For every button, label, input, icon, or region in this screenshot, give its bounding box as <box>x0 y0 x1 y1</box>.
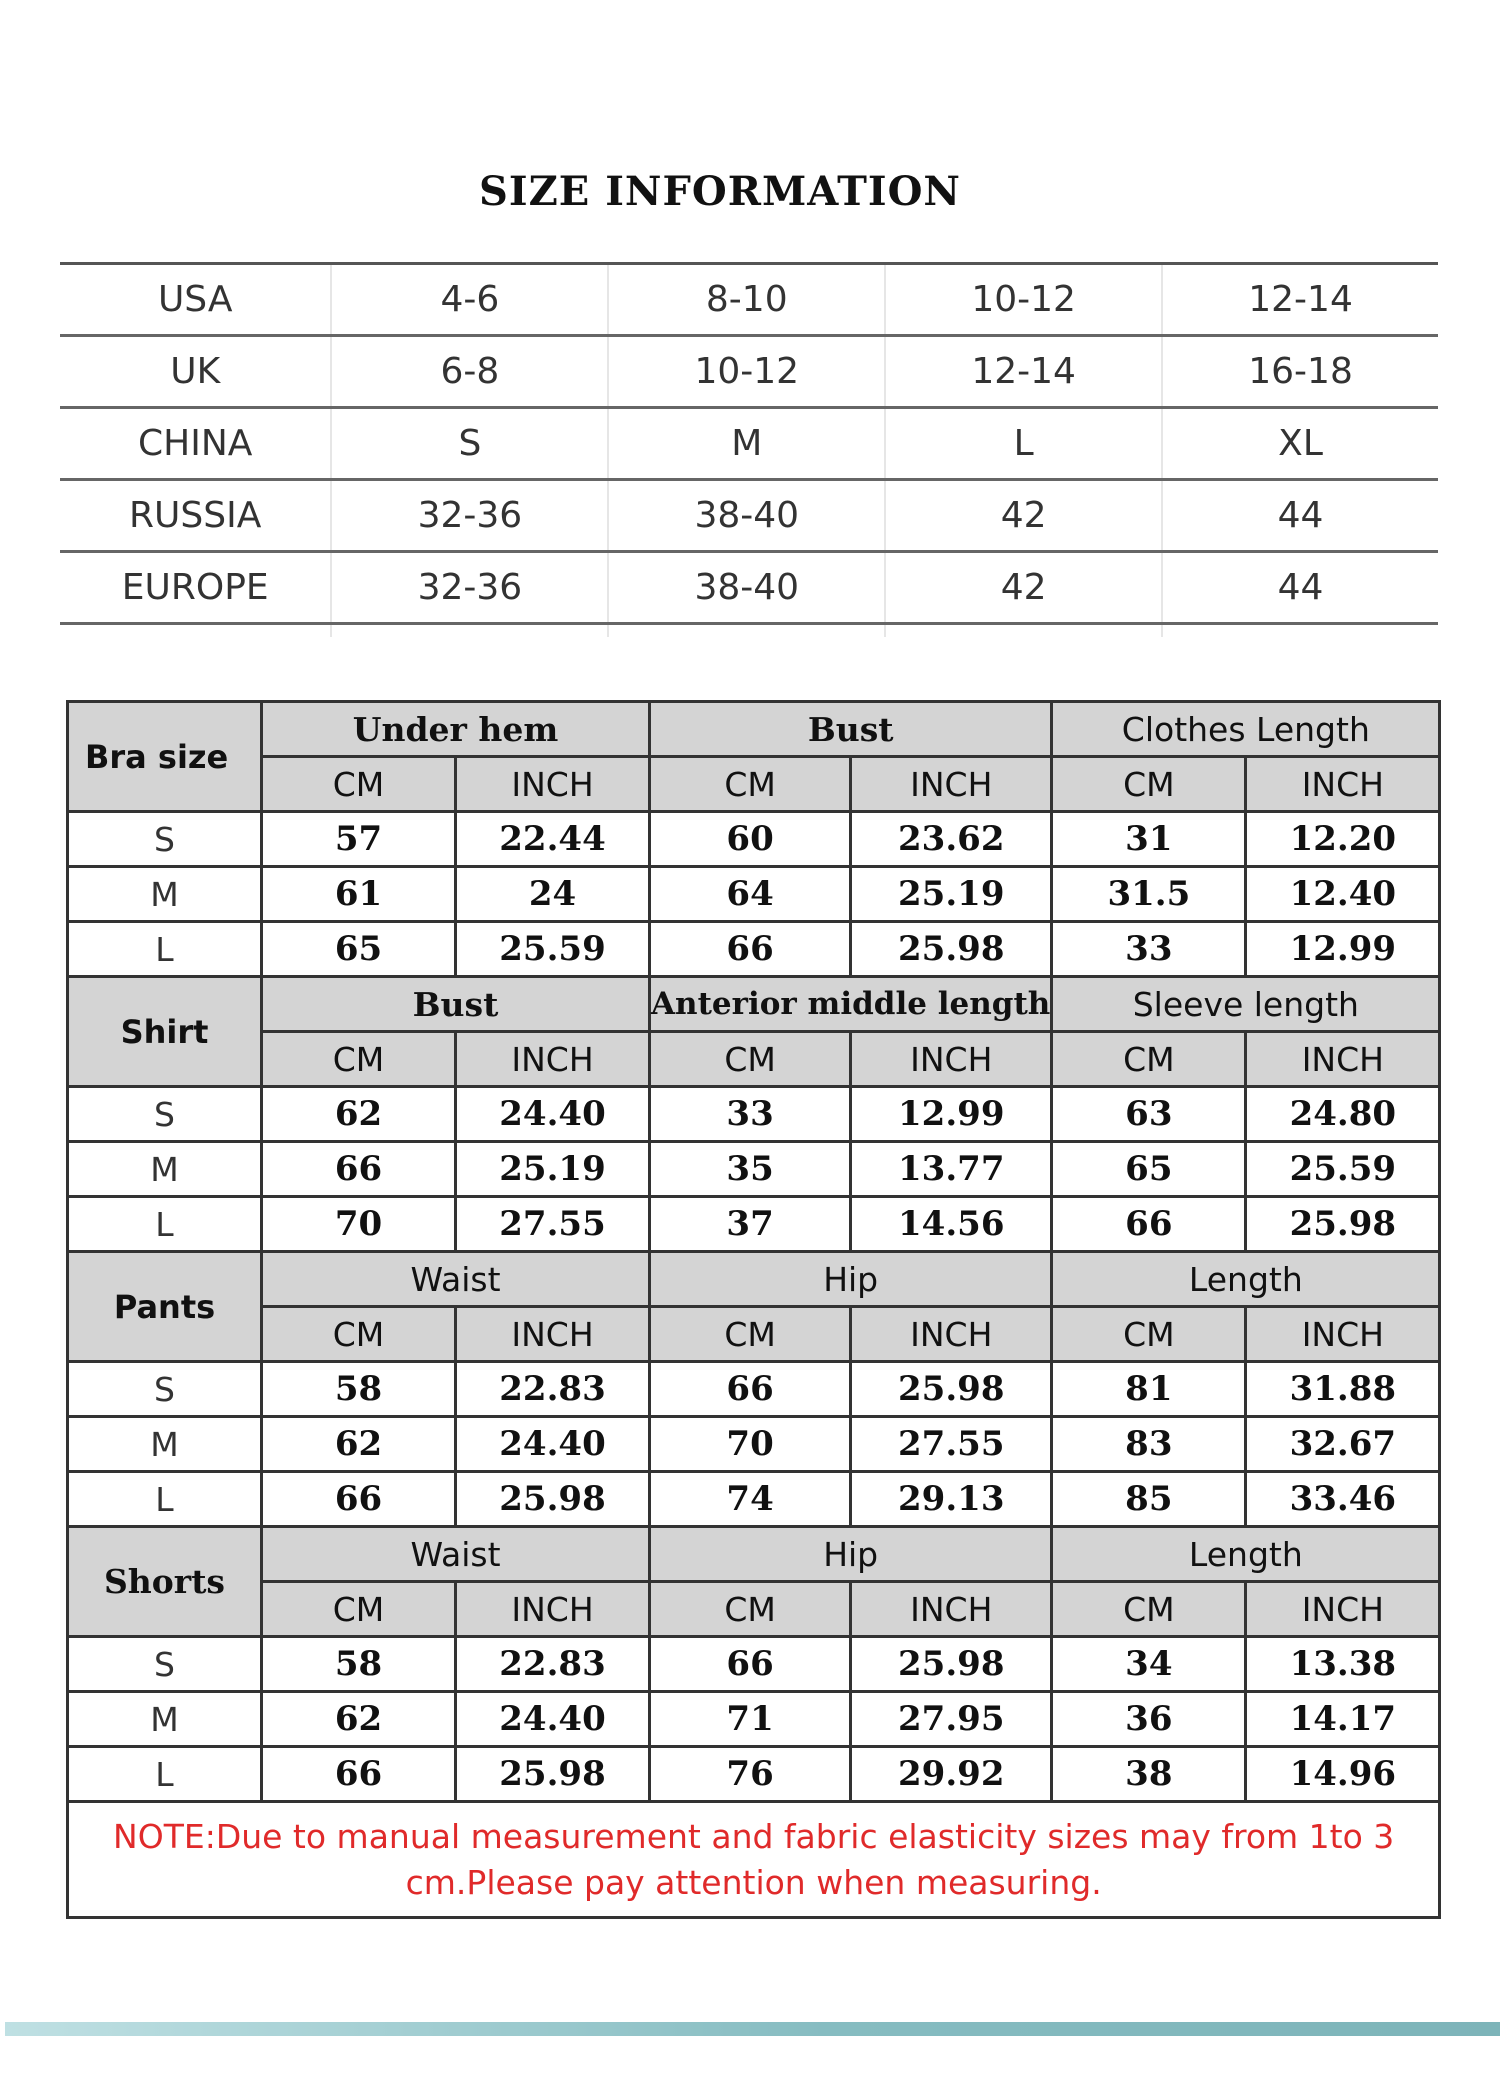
note-row <box>68 1802 1440 1918</box>
value-cell: 71 <box>650 1692 851 1747</box>
value-cell: 66 <box>650 1637 851 1692</box>
unit-cm: CM <box>1052 1307 1246 1362</box>
value-cell: 12.99 <box>1246 922 1440 977</box>
unit-cm: CM <box>650 1582 851 1637</box>
table-row <box>68 1087 1440 1142</box>
shirt-unit-row <box>68 1032 1440 1087</box>
table-row <box>68 1637 1440 1692</box>
value-cell: 23.62 <box>851 812 1052 867</box>
value-cell: 12.40 <box>1246 867 1440 922</box>
tick <box>330 625 607 637</box>
value-cell: 61 <box>262 867 456 922</box>
value-cell: 31.5 <box>1052 867 1246 922</box>
value-cell: 66 <box>262 1472 456 1527</box>
value-cell: 70 <box>262 1197 456 1252</box>
value-cell: 25.98 <box>456 1747 650 1802</box>
group-header-anterior-middle-length: Anterior middle length <box>650 977 1052 1032</box>
size-label: S <box>68 1637 262 1692</box>
value-cell: 31.88 <box>1246 1362 1440 1417</box>
size-cell: M <box>607 409 884 478</box>
value-cell: 33 <box>650 1087 851 1142</box>
region-label: RUSSIA <box>129 495 262 536</box>
size-cell: 38-40 <box>607 553 884 622</box>
value-cell: 29.13 <box>851 1472 1052 1527</box>
note-line-1: NOTE:Due to manual measurement and fabric elasticity sizes may from 1to 3 <box>113 1816 1395 1856</box>
table-row <box>68 812 1440 867</box>
value-cell: 65 <box>262 922 456 977</box>
size-label: S <box>68 1362 262 1417</box>
group-header-waist: Waist <box>262 1527 650 1582</box>
size-label: S <box>68 1087 262 1142</box>
size-label: M <box>68 1692 262 1747</box>
shirt-group-header-row <box>68 977 1440 1032</box>
value-cell: 24.80 <box>1246 1087 1440 1142</box>
value-cell: 57 <box>262 812 456 867</box>
group-header-waist: Waist <box>262 1252 650 1307</box>
unit-cm: CM <box>650 1032 851 1087</box>
value-cell: 60 <box>650 812 851 867</box>
value-cell: 33.46 <box>1246 1472 1440 1527</box>
value-cell: 25.98 <box>1246 1197 1440 1252</box>
size-cell: 6-8 <box>330 337 607 406</box>
value-cell: 33 <box>1052 922 1246 977</box>
value-cell: 66 <box>262 1142 456 1197</box>
group-header-bust: Bust <box>262 977 650 1032</box>
pants-unit-row <box>68 1307 1440 1362</box>
bra-group-header-row <box>68 702 1440 757</box>
tick <box>60 625 330 637</box>
value-cell: 64 <box>650 867 851 922</box>
value-cell: 14.17 <box>1246 1692 1440 1747</box>
value-cell: 25.98 <box>851 1362 1052 1417</box>
value-cell: 31 <box>1052 812 1246 867</box>
unit-cm: CM <box>262 1582 456 1637</box>
group-header-clothes-length: Clothes Length <box>1052 702 1440 757</box>
value-cell: 58 <box>262 1637 456 1692</box>
size-cell: 12-14 <box>1161 265 1438 334</box>
region-label: EUROPE <box>121 567 269 608</box>
size-label: M <box>68 1142 262 1197</box>
unit-inch: INCH <box>1246 1032 1440 1087</box>
size-cell: XL <box>1161 409 1438 478</box>
value-cell: 81 <box>1052 1362 1246 1417</box>
value-cell: 76 <box>650 1747 851 1802</box>
value-cell: 74 <box>650 1472 851 1527</box>
value-cell: 24.40 <box>456 1087 650 1142</box>
table-row <box>68 1142 1440 1197</box>
group-header-under-hem: Under hem <box>262 702 650 757</box>
size-cell: 42 <box>884 553 1161 622</box>
unit-inch: INCH <box>1246 1307 1440 1362</box>
size-label: L <box>68 1197 262 1252</box>
group-header-length: Length <box>1052 1527 1440 1582</box>
unit-cm: CM <box>262 757 456 812</box>
size-cell: 4-6 <box>330 265 607 334</box>
value-cell: 65 <box>1052 1142 1246 1197</box>
size-cell: 42 <box>884 481 1161 550</box>
group-header-bust: Bust <box>650 702 1052 757</box>
conversion-row-uk <box>60 337 1438 409</box>
value-cell: 25.98 <box>851 922 1052 977</box>
shorts-label: Shorts <box>68 1527 262 1637</box>
pants-group-header-row <box>68 1252 1440 1307</box>
table-row <box>68 1692 1440 1747</box>
size-cell: 32-36 <box>330 481 607 550</box>
page-title: SIZE INFORMATION <box>479 168 961 215</box>
group-header-length: Length <box>1052 1252 1440 1307</box>
bra-unit-row <box>68 757 1440 812</box>
decorative-bottom-bar <box>5 2022 1500 2036</box>
size-cell: 16-18 <box>1161 337 1438 406</box>
unit-cm: CM <box>262 1307 456 1362</box>
value-cell: 22.83 <box>456 1637 650 1692</box>
size-cell: 10-12 <box>607 337 884 406</box>
size-cell: S <box>330 409 607 478</box>
table-row <box>68 1417 1440 1472</box>
value-cell: 25.59 <box>1246 1142 1440 1197</box>
unit-inch: INCH <box>1246 1582 1440 1637</box>
unit-cm: CM <box>650 757 851 812</box>
shirt-label: Shirt <box>68 977 262 1087</box>
value-cell: 22.44 <box>456 812 650 867</box>
table-row <box>68 1362 1440 1417</box>
size-label: L <box>68 922 262 977</box>
measurement-table <box>66 700 1441 1919</box>
value-cell: 85 <box>1052 1472 1246 1527</box>
size-label: L <box>68 1747 262 1802</box>
unit-inch: INCH <box>1246 757 1440 812</box>
group-header-hip: Hip <box>650 1252 1052 1307</box>
value-cell: 34 <box>1052 1637 1246 1692</box>
value-cell: 25.98 <box>456 1472 650 1527</box>
value-cell: 32.67 <box>1246 1417 1440 1472</box>
conversion-row-china <box>60 409 1438 481</box>
tick <box>607 625 884 637</box>
conversion-row-europe <box>60 553 1438 625</box>
value-cell: 12.99 <box>851 1087 1052 1142</box>
size-cell: 38-40 <box>607 481 884 550</box>
value-cell: 58 <box>262 1362 456 1417</box>
value-cell: 66 <box>262 1747 456 1802</box>
value-cell: 13.38 <box>1246 1637 1440 1692</box>
value-cell: 25.19 <box>851 867 1052 922</box>
unit-cm: CM <box>1052 1582 1246 1637</box>
value-cell: 27.95 <box>851 1692 1052 1747</box>
unit-inch: INCH <box>851 1582 1052 1637</box>
value-cell: 62 <box>262 1087 456 1142</box>
region-label: CHINA <box>138 423 253 464</box>
value-cell: 70 <box>650 1417 851 1472</box>
value-cell: 63 <box>1052 1087 1246 1142</box>
unit-cm: CM <box>262 1032 456 1087</box>
value-cell: 25.98 <box>851 1637 1052 1692</box>
table-row <box>68 1197 1440 1252</box>
value-cell: 66 <box>650 922 851 977</box>
group-header-sleeve-length: Sleeve length <box>1052 977 1440 1032</box>
group-header-hip: Hip <box>650 1527 1052 1582</box>
value-cell: 62 <box>262 1417 456 1472</box>
size-label: L <box>68 1472 262 1527</box>
size-cell: 32-36 <box>330 553 607 622</box>
size-cell: L <box>884 409 1161 478</box>
conversion-row-russia <box>60 481 1438 553</box>
unit-inch: INCH <box>456 757 650 812</box>
value-cell: 62 <box>262 1692 456 1747</box>
value-cell: 25.59 <box>456 922 650 977</box>
note-cell <box>68 1802 1440 1918</box>
value-cell: 24.40 <box>456 1417 650 1472</box>
size-cell: 8-10 <box>607 265 884 334</box>
shorts-group-header-row <box>68 1527 1440 1582</box>
size-label: M <box>68 867 262 922</box>
unit-inch: INCH <box>456 1032 650 1087</box>
table-row <box>68 867 1440 922</box>
unit-cm: CM <box>650 1307 851 1362</box>
tick <box>1161 625 1438 637</box>
value-cell: 14.56 <box>851 1197 1052 1252</box>
note-line-2: cm.Please pay attention when measuring. <box>405 1862 1102 1902</box>
unit-inch: INCH <box>456 1582 650 1637</box>
value-cell: 24 <box>456 867 650 922</box>
tick <box>884 625 1161 637</box>
size-label: M <box>68 1417 262 1472</box>
region-label: USA <box>157 279 233 320</box>
size-cell: 44 <box>1161 481 1438 550</box>
pants-label: Pants <box>68 1252 262 1362</box>
value-cell: 36 <box>1052 1692 1246 1747</box>
value-cell: 38 <box>1052 1747 1246 1802</box>
conversion-row-usa <box>60 265 1438 337</box>
value-cell: 13.77 <box>851 1142 1052 1197</box>
size-label: S <box>68 812 262 867</box>
unit-inch: INCH <box>851 757 1052 812</box>
size-cell: 10-12 <box>884 265 1161 334</box>
value-cell: 24.40 <box>456 1692 650 1747</box>
table-row <box>68 1747 1440 1802</box>
size-cell: 12-14 <box>884 337 1161 406</box>
shorts-unit-row <box>68 1582 1440 1637</box>
unit-cm: CM <box>1052 757 1246 812</box>
size-cell: 44 <box>1161 553 1438 622</box>
size-conversion-table <box>60 262 1438 637</box>
unit-inch: INCH <box>851 1307 1052 1362</box>
value-cell: 14.96 <box>1246 1747 1440 1802</box>
value-cell: 37 <box>650 1197 851 1252</box>
unit-cm: CM <box>1052 1032 1246 1087</box>
value-cell: 66 <box>1052 1197 1246 1252</box>
unit-inch: INCH <box>456 1307 650 1362</box>
value-cell: 27.55 <box>456 1197 650 1252</box>
table-row <box>68 1472 1440 1527</box>
table-bottom-ticks <box>60 625 1438 637</box>
region-label: UK <box>170 351 221 392</box>
value-cell: 25.19 <box>456 1142 650 1197</box>
unit-inch: INCH <box>851 1032 1052 1087</box>
value-cell: 35 <box>650 1142 851 1197</box>
value-cell: 12.20 <box>1246 812 1440 867</box>
value-cell: 22.83 <box>456 1362 650 1417</box>
value-cell: 29.92 <box>851 1747 1052 1802</box>
table-row <box>68 922 1440 977</box>
value-cell: 66 <box>650 1362 851 1417</box>
value-cell: 27.55 <box>851 1417 1052 1472</box>
bra-size-label: Bra size <box>68 702 262 812</box>
value-cell: 83 <box>1052 1417 1246 1472</box>
